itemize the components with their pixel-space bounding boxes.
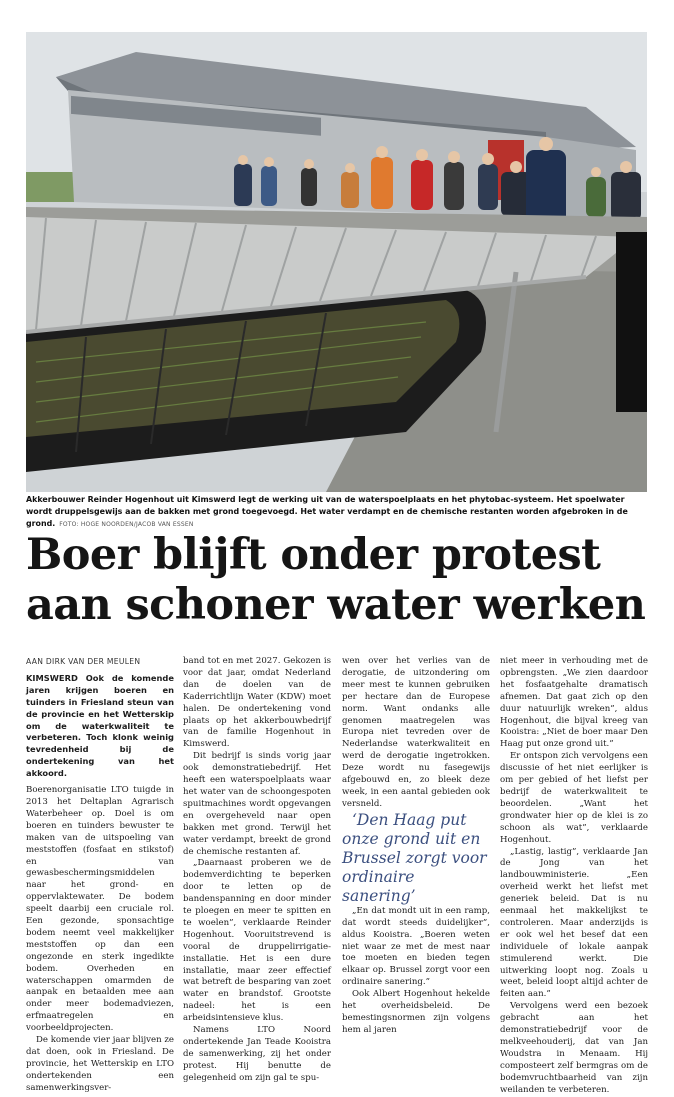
article-headline [26, 530, 656, 630]
article-column-3 [342, 656, 490, 1037]
pull-quote: ‘Den Haag put onze grond uit en Brussel zorgt voor ordinaire sanering’ [342, 810, 487, 905]
paragraph: Dit bedrijf is sinds vorig jaar ook demonstratiebedrijf. Het heeft een waterspoelplaats waar het water van de schoongespoten spuitmachines wordt opgevangen en overgeheveld naar open bakken met grond. Terwijl het water verdampt, breekt de grond de chemische restanten af. [183, 751, 331, 857]
paragraph: „Daarnaast proberen we de bodemverdichting te beperken door te letten op de bandenspanning en door minder te ploegen en meer te spitten en te woelen”, verklaarde Reinder Hogenhout. Vooruitstrevend is vooral de druppelirrigatie-installatie. Het is een dure installatie, maar zeer effectief wat betreft de besparing van zoet water en brandstof. Grootste nadeel: het is een arbeidsintensieve klus. [183, 858, 331, 1024]
paragraph: „En dat mondt uit in een ramp, dat wordt steeds duidelijker”, aldus Kooistra. „Boeren weten niet waar ze met de mest naar toe moeten en bieden tegen elkaar op. Brussel zorgt voor een ordinaire sanering.” [342, 905, 490, 988]
paragraph: Er ontspon zich vervolgens een discussie of het niet eerlijker is om per gebied of het liefst per bedrijf de waterkwaliteit te beoordelen. „Want het grondwater hier op de klei is zo schoon als wat”, verklaarde Hogenhout. [500, 751, 648, 845]
paragraph: Boerenorganisatie LTO tuigde in 2013 het Deltaplan Agrarisch Waterbeheer op. Doel is om boeren en tuinders bewuster te maken van de uitspoeling van meststoffen (fosfaat en stikstof) en van gewasbeschermingsmiddelen naar het grond- en oppervlaktewater. De bodem speelt daarbij een cruciale rol. Een gezonde, sponsachtige bodem neemt veel makkelijker meststoffen op dan een ongezonde en sterk ingedikte bodem. Overheden en waterschappen omarmden de aanpak en betaalden mee aan onder meer bodemadviezen, erfmaatregelen en voorbeeldprojecten. [26, 785, 174, 1034]
paragraph: niet meer in verhouding met de opbrengsten. „We zien daardoor het fosfaatgehalte dramatisch afnemen. Dat gaat zich op den duur natuurlijk wreken”, aldus Hogenhout, die bijval kreeg van Kooistra: „Niet de boer maar Den Haag put onze grond uit.” [500, 656, 648, 750]
paragraph: De komende vier jaar blijven ze dat doen, ook in Friesland. De provincie, het Wetterskip en LTO ondertekenden een samenwerkingsver- [26, 1035, 174, 1093]
paragraph: band tot en met 2027. Gekozen is voor dat jaar, omdat Nederland dan de doelen van de Kaderrichtlijn Water (KDW) moet halen. De ondertekening vond plaats op het akkerbouwbedrijf van de familie Hogenhout in Kimswerd. [183, 656, 331, 750]
paragraph: Vervolgens werd een bezoek gebracht aan het demonstratiebedrijf voor de melkveehouderij, dat van Jan Woudstra in Menaam. Hij composteert zelf bermgras om de bodemvruchtbaarheid van zijn weilanden te verbeteren. [500, 1001, 648, 1095]
paragraph: Ook Albert Hogenhout hekelde het overheidsbeleid. De bemestingsnormen zijn volgens hem al jaren [342, 989, 490, 1035]
paragraph: „Lastig, lastig”, verklaarde Jan de Jong van het landbouwministerie. „Een overheid werkt het liefst met generiek beleid. Dat is nu eenmaal het makkelijkst te controleren. Maar anderzijds is er ook wel het besef dat een individuele of lokale aanpak stimulerend werkt. Die uitwerking loopt nog. Zoals u weet, beleid loopt altijd achter de feiten aan.” [500, 846, 648, 1000]
headline-line-2: aan schoner water werken [26, 580, 646, 630]
paragraph: wen over het verlies van de derogatie, de uitzondering om meer mest te kunnen gebruiken per hectare dan de Europese norm. Want ondanks alle genomen maatregelen was Europa niet tevreden over de Nederlandse waterkwaliteit en werd de derogatie ingetrokken. Deze wordt nu fasegewijs afgebouwd en, zo bleek deze week, in een aantal gebieden ook versneld. [342, 656, 490, 809]
byline: AAN DIRK VAN DER MEULEN [26, 657, 141, 666]
headline-line-1: Boer blijft onder protest [26, 530, 601, 580]
paragraph: Namens LTO Noord ondertekende Jan Teade Kooistra de samenwerking, zij het onder protest. Hij benutte de gelegenheid om zijn gal te spu- [183, 1025, 331, 1083]
article-column-1 [26, 656, 174, 1095]
dateline: KIMSWERD [26, 672, 78, 683]
article-intro [26, 673, 174, 780]
caption-text: Akkerbouwer Reinder Hogenhout uit Kimswerd legt de werking uit van de waterspoelplaats en het phytobac-systeem. Het spoelwater wordt druppelsgewijs aan de bakken met grond toegevoegd. Het water verdampt en de chemische restanten worden afgebroken in de grond. [26, 495, 628, 528]
article-column-4 [500, 656, 648, 1097]
article-photo [26, 32, 647, 492]
photo-credit: FOTO: HOGE NOORDEN/JACOB VAN ESSEN [59, 521, 194, 528]
intro-text: Ook de komende jaren krijgen boeren en tuinders in Friesland steun van de provincie en het Wetterskip om de waterkwaliteit te verbeteren. Toch klonk weinig tevredenheid bij de ondertekening van het akkoord. [26, 672, 174, 779]
article-column-2 [183, 656, 331, 1085]
photo-caption [26, 494, 648, 531]
